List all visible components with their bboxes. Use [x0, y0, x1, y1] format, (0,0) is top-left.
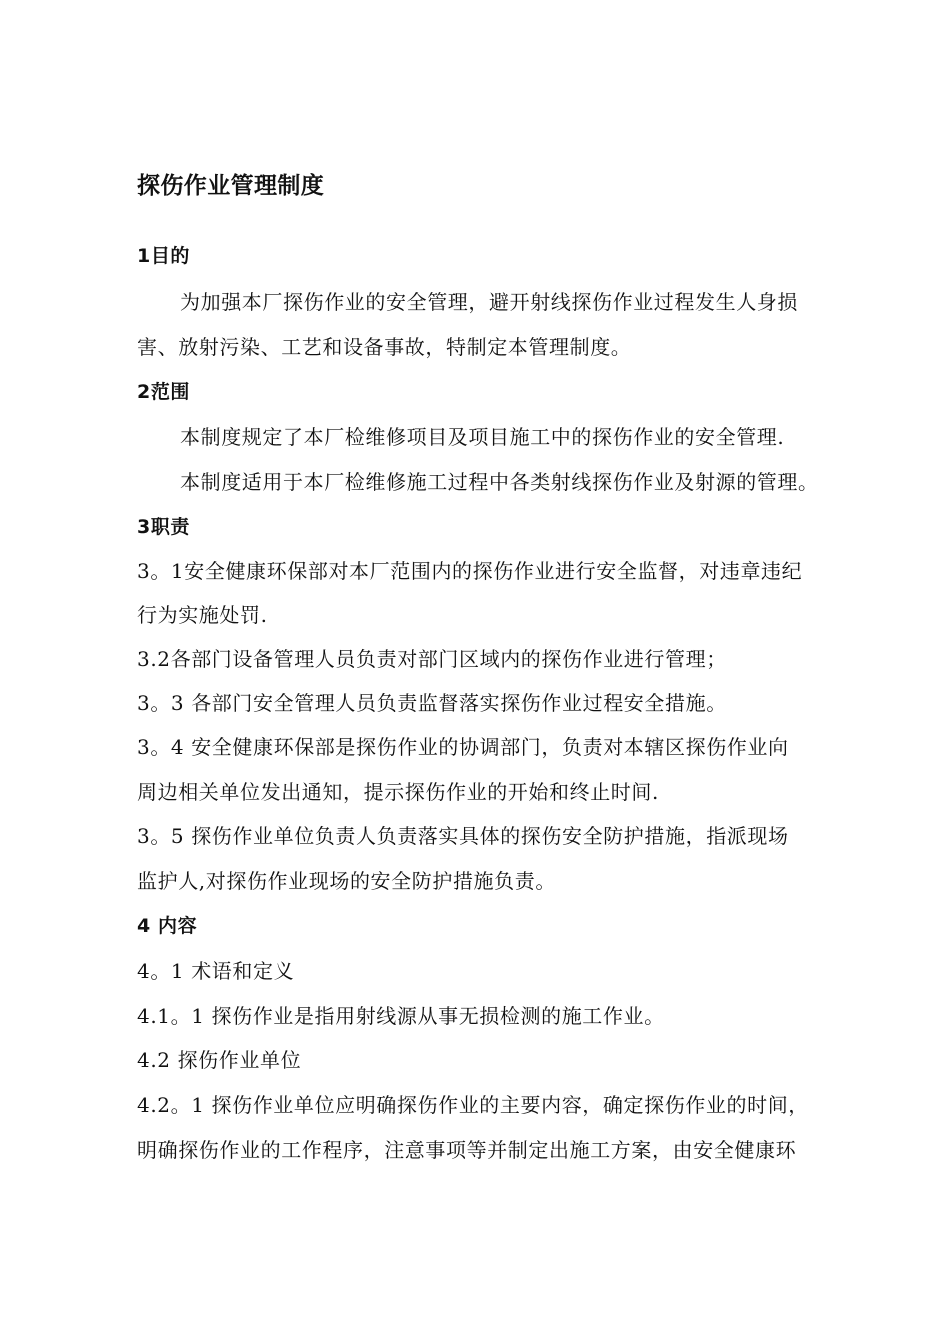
section-4-heading: 4 内容: [137, 915, 198, 937]
section-3-item-1-line-2: 行为实施处罚.: [137, 603, 268, 627]
section-3-item-2: 3.2各部门设备管理人员负责对部门区域内的探伤作业进行管理；: [137, 647, 727, 671]
section-3-heading: 3职责: [137, 516, 191, 538]
section-1-paragraph-line-2: 害、放射污染、工艺和设备事故，特制定本管理制度。: [137, 335, 632, 359]
section-2-heading: 2范围: [137, 381, 191, 403]
section-3-item-5-line-2: 监护人,对探伤作业现场的安全防护措施负责。: [137, 869, 556, 893]
section-4-2-heading: 4.2 探伤作业单位: [137, 1048, 302, 1072]
section-1-heading: 1目的: [137, 245, 191, 267]
section-3-item-4-line-2: 周边相关单位发出通知，提示探伤作业的开始和终止时间.: [137, 780, 659, 804]
section-4-2-1-line-2: 明确探伤作业的工作程序，注意事项等并制定出施工方案，由安全健康环: [137, 1138, 797, 1162]
section-4-2-1-line-1: 4.2。1 探伤作业单位应明确探伤作业的主要内容，确定探伤作业的时间，: [137, 1093, 809, 1117]
section-4-1-1-text: 4.1。1 探伤作业是指用射线源从事无损检测的施工作业。: [137, 1004, 665, 1028]
section-2-paragraph-2: 本制度适用于本厂检维修施工过程中各类射线探伤作业及射源的管理。: [180, 470, 819, 494]
section-3-item-4-line-1: 3。4 安全健康环保部是探伤作业的协调部门，负责对本辖区探伤作业向: [137, 735, 789, 759]
section-3-item-3: 3。3 各部门安全管理人员负责监督落实探伤作业过程安全措施。: [137, 691, 727, 715]
section-4-1-heading: 4。1 术语和定义: [137, 959, 295, 983]
document-title: 探伤作业管理制度: [137, 173, 325, 199]
section-3-item-5-line-1: 3。5 探伤作业单位负责人负责落实具体的探伤安全防护措施，指派现场: [137, 824, 789, 848]
section-3-item-1-line-1: 3。1安全健康环保部对本厂范围内的探伤作业进行安全监督，对违章违纪: [137, 559, 803, 583]
section-2-paragraph-1: 本制度规定了本厂检维修项目及项目施工中的探伤作业的安全管理.: [180, 425, 785, 449]
section-1-paragraph-line-1: 为加强本厂探伤作业的安全管理，避开射线探伤作业过程发生人身损: [180, 290, 798, 314]
